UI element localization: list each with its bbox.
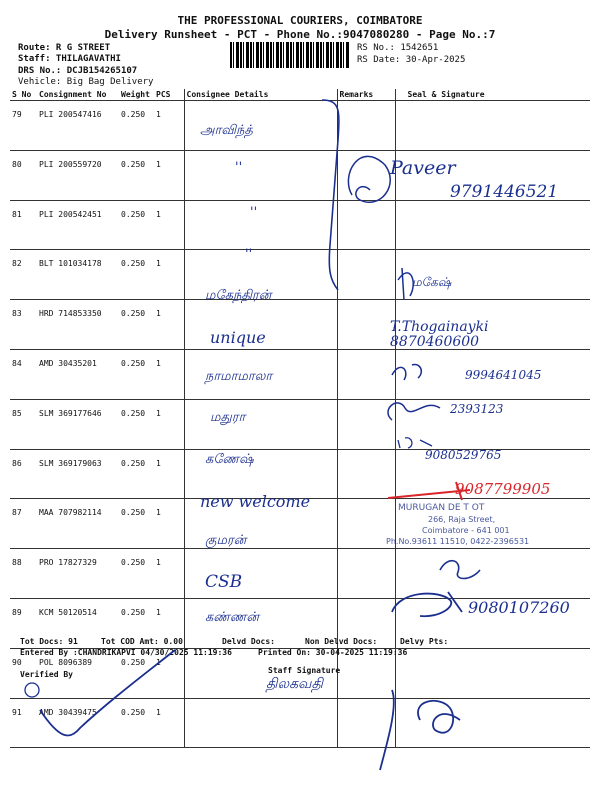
- cell-consignment: PRO 17827329: [37, 549, 119, 599]
- runsheet-subtitle: Delivery Runsheet - PCT - Phone No.:9047080280 - Page No.:7: [104, 28, 496, 41]
- col-weight: Weight: [119, 89, 154, 101]
- consignee-hand-89: குமரன்: [205, 533, 247, 548]
- signature-hand-88: 9087799905: [455, 480, 551, 498]
- cell-sno: 79: [10, 101, 37, 151]
- cell-consignment: POL 8096389: [37, 648, 119, 698]
- cell-consignment: MAA 707982114: [37, 499, 119, 549]
- drs-number: DRS No.: DCJB154265107: [18, 66, 138, 76]
- cell-sno: 84: [10, 349, 37, 399]
- col-consignee: Consignee Details: [184, 89, 337, 101]
- cell-weight: 0.250: [119, 101, 154, 151]
- table-header-row: [10, 89, 590, 101]
- cell-weight: 0.250: [119, 399, 154, 449]
- cell-consignment: SLM 369177646: [37, 399, 119, 449]
- cell-remarks: [337, 250, 395, 300]
- cell-weight: 0.250: [119, 349, 154, 399]
- col-pcs: PCS: [154, 89, 184, 101]
- staff-signature-label: Staff Signature: [268, 666, 341, 675]
- signature-hand-86: 2393123: [450, 402, 504, 416]
- cell-remarks: [337, 101, 395, 151]
- cell-consignment: AMD 30435201: [37, 349, 119, 399]
- stamp-line-4: Ph.No.93611 11510, 0422-2396531: [386, 537, 530, 546]
- cell-pcs: 1: [154, 449, 184, 499]
- cell-remarks: [337, 300, 395, 350]
- col-remarks: Remarks: [337, 89, 395, 101]
- cell-remarks: [337, 349, 395, 399]
- cell-pcs: 1: [154, 549, 184, 599]
- consignee-hand-90: CSB: [205, 572, 243, 592]
- cell-consignment: PLI 200559720: [37, 150, 119, 200]
- vehicle: Vehicle: Big Bag Delivery: [18, 77, 154, 87]
- cell-consignment: KCM 50120514: [37, 598, 119, 648]
- consignee-hand-86: மதுரா: [210, 410, 246, 425]
- consignee-hand-85: நாமாமாலா: [205, 369, 273, 384]
- staff-signature-hand: திலகவதி: [266, 676, 323, 692]
- cell-remarks: [337, 200, 395, 250]
- signature-hand-85: 9994641045: [465, 368, 542, 382]
- cell-signature: [395, 101, 590, 151]
- cell-pcs: 1: [154, 648, 184, 698]
- printed-on: Printed On: 30-04-2025 11:19:36: [258, 648, 408, 657]
- non-delivered-docs: Non Delvd Docs:: [305, 637, 378, 646]
- verified-by-label: Verified By: [20, 670, 73, 679]
- cell-pcs: 1: [154, 150, 184, 200]
- col-signature: Seal & Signature: [395, 89, 590, 101]
- stamp-line-3: Coimbatore - 641 001: [422, 526, 510, 535]
- cell-signature: [395, 648, 590, 698]
- signature-hand-84: T.Thogainayki 8870460600: [390, 319, 489, 350]
- cell-pcs: 1: [154, 101, 184, 151]
- cell-weight: 0.250: [119, 200, 154, 250]
- consignee-hand-82: '': [245, 247, 253, 262]
- cell-remarks: [337, 549, 395, 599]
- cell-pcs: 1: [154, 698, 184, 748]
- cell-signature: [395, 698, 590, 748]
- staff: Staff: THILAGAVATHI: [18, 54, 121, 64]
- cell-consignment: PLI 200542451: [37, 200, 119, 250]
- stamp-line-2: 266, Raja Street,: [428, 515, 496, 524]
- signature-hand-91: 9080107260: [468, 598, 570, 617]
- cell-weight: 0.250: [119, 698, 154, 748]
- consignee-hand-79: அாவிந்த்: [200, 123, 253, 138]
- cell-sno: 90: [10, 648, 37, 698]
- rs-date: RS Date: 30-Apr-2025: [357, 55, 466, 65]
- table-row: [10, 200, 590, 250]
- company-title: THE PROFESSIONAL COURIERS, COIMBATORE: [177, 14, 423, 27]
- cell-sno: 87: [10, 499, 37, 549]
- cell-consignment: BLT 101034178: [37, 250, 119, 300]
- consignee-hand-80: '': [235, 160, 243, 175]
- stamp-line-1: MURUGAN DE T OT: [398, 503, 485, 513]
- cell-sno: 85: [10, 399, 37, 449]
- cell-weight: 0.250: [119, 300, 154, 350]
- cell-remarks: [337, 449, 395, 499]
- cell-remarks: [337, 698, 395, 748]
- cell-pcs: 1: [154, 349, 184, 399]
- cell-sno: 82: [10, 250, 37, 300]
- consignee-hand-84: unique: [210, 328, 266, 347]
- signature-hand-81: 9791446521: [450, 182, 559, 202]
- cell-pcs: 1: [154, 598, 184, 648]
- signature-hand-83: மகேஷ்: [412, 275, 452, 289]
- table-row: [10, 698, 590, 748]
- consignee-hand-81: '': [250, 205, 258, 220]
- table-row: [10, 101, 590, 151]
- cell-sno: 86: [10, 449, 37, 499]
- delivered-docs: Delvd Docs:: [222, 637, 275, 646]
- cell-remarks: [337, 150, 395, 200]
- cell-pcs: 1: [154, 250, 184, 300]
- cell-sno: 91: [10, 698, 37, 748]
- table-row: [10, 549, 590, 599]
- cell-remarks: [337, 399, 395, 449]
- cell-consignment: SLM 369179063: [37, 449, 119, 499]
- col-consignment: Consignment No: [37, 89, 119, 101]
- total-docs: Tot Docs: 91: [20, 637, 78, 646]
- rs-number: RS No.: 1542651: [357, 43, 439, 53]
- cell-consignee: [184, 150, 337, 200]
- cell-sno: 88: [10, 549, 37, 599]
- cell-weight: 0.250: [119, 449, 154, 499]
- cell-pcs: 1: [154, 200, 184, 250]
- signature-hand-80: Paveer: [390, 157, 456, 179]
- cell-sno: 89: [10, 598, 37, 648]
- route: Route: R G STREET: [18, 43, 111, 53]
- cell-weight: 0.250: [119, 150, 154, 200]
- entered-by: Entered By :CHANDRIKAPVI 04/30/2025 11:19:36: [20, 648, 232, 657]
- cell-consignment: HRD 714853350: [37, 300, 119, 350]
- total-cod: Tot COD Amt: 0.00: [101, 637, 183, 646]
- table-row: [10, 250, 590, 300]
- cell-weight: 0.250: [119, 250, 154, 300]
- cell-consignee: [184, 698, 337, 748]
- cell-pcs: 1: [154, 300, 184, 350]
- cell-signature: [395, 200, 590, 250]
- signature-hand-87: 9080529765: [425, 448, 502, 462]
- consignee-hand-88: new welcome: [200, 492, 311, 511]
- cell-consignee: [184, 200, 337, 250]
- delivery-points: Delvy Pts:: [400, 637, 449, 646]
- cell-pcs: 1: [154, 499, 184, 549]
- cell-pcs: 1: [154, 399, 184, 449]
- cell-weight: 0.250: [119, 549, 154, 599]
- cell-consignment: PLI 200547416: [37, 101, 119, 151]
- cell-weight: 0.250: [119, 648, 154, 698]
- barcode: [230, 42, 350, 68]
- cell-consignment: AMD 30439475: [37, 698, 119, 748]
- cell-sno: 81: [10, 200, 37, 250]
- cell-sno: 80: [10, 150, 37, 200]
- col-sno: S No: [10, 89, 37, 101]
- consignee-hand-87: கணேஷ்: [205, 452, 254, 467]
- consignee-hand-83: மகேந்திரன்: [205, 288, 272, 303]
- cell-sno: 83: [10, 300, 37, 350]
- cell-signature: [395, 549, 590, 599]
- cell-consignee: [184, 399, 337, 449]
- cell-weight: 0.250: [119, 598, 154, 648]
- consignee-hand-91: கண்ணன்: [205, 610, 260, 625]
- cell-weight: 0.250: [119, 499, 154, 549]
